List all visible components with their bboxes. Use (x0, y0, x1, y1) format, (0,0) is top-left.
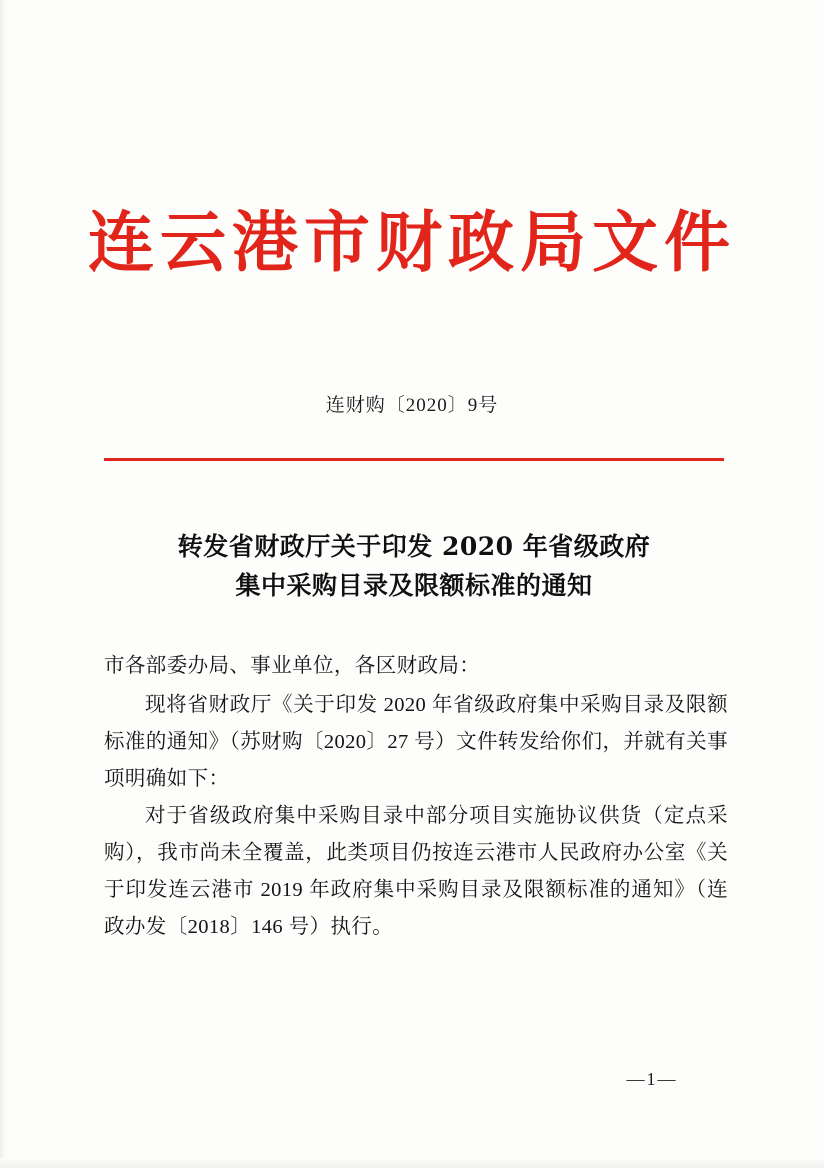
document-subject (104, 528, 724, 606)
subject-line-2: 集中采购目录及限额标准的通知 (235, 570, 593, 600)
page-number (0, 1069, 824, 1090)
subject-line-1: 转发省财政厅关于印发 2020 年省级政府 (177, 532, 651, 561)
masthead-title: 连云港市财政局文件 (88, 203, 736, 281)
scan-edge-left (0, 0, 6, 1168)
body-paragraph-2: 对于省级政府集中采购目录中部分项目实施协议供货（定点采购），我市尚未全覆盖，此类项目仍按连云港市人民政府办公室《关于印发连云港市 2019 年政府集中采购目录及限额标准的通知》（连政办发〔2018〕146 号）执行。 (104, 805, 728, 938)
salutation: 市各部委办局、事业单位，各区财政局： (104, 655, 481, 677)
scan-edge-bottom (0, 1158, 824, 1168)
red-divider-rule (104, 458, 724, 461)
document-number: 连财购〔2020〕9号 (325, 395, 499, 416)
body-paragraph-1: 现将省财政厅《关于印发 2020 年省级政府集中采购目录及限额标准的通知》（苏财购〔2020〕27 号）文件转发给你们，并就有关事项明确如下： (104, 694, 728, 790)
page-number-text: —1— (626, 1069, 678, 1089)
document-body (104, 648, 728, 946)
document-masthead (0, 205, 824, 281)
